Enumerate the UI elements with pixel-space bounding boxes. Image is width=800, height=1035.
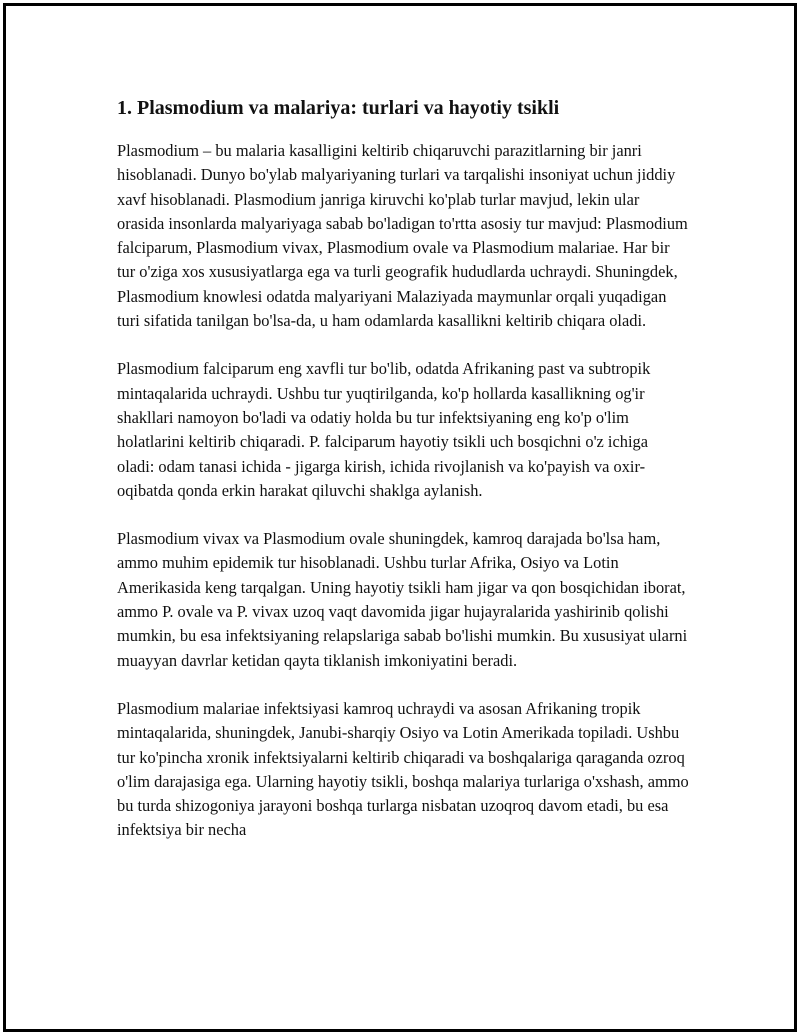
paragraph-falciparum: Plasmodium falciparum eng xavfli tur bo'lib, odatda Afrikaning past va subtropik mintaqalarida uchraydi. Ushbu tur yuqtirilganda, ko'p hollarda kasallikning og'ir shakllari namoyon bo'ladi va odatiy holda bu tur infektsiyaning eng ko'p o'lim holatlarini keltirib chiqaradi. P. falciparum hayotiy tsikli uch bosqichni o'z ichiga oladi: odam tanasi ichida - jigarga kirish, ichida rivojlanish va ko'payish va oxir-oqibatda qonda erkin harakat qiluvchi shaklga aylanish. [117, 359, 651, 500]
document-body [117, 94, 689, 867]
paragraph-plasmodium-intro: Plasmodium – bu malaria kasalligini keltirib chiqaruvchi parazitlarning bir janri hisoblanadi. Dunyo bo'ylab malyariyaning turlari va tarqalishi insoniyat uchun jiddiy xavf hisoblanadi. Plasmodium janriga kiruvchi ko'plab turlar mavjud, lekin ular orasida insonlarda malyariyaga sabab bo'ladigan to'rtta asosiy tur mavjud: Plasmodium falciparum, Plasmodium vivax, Plasmodium ovale va Plasmodium malariae. Har bir tur o'ziga xos xususiyatlarga ega va turli geografik hududlarda uchraydi. Shuningdek, Plasmodium knowlesi odatda malyariyani Malaziyada maymunlar orqali yuqadigan turi sifatida tanilgan bo'lsa-da, u ham odamlarda kasallikni keltirib chiqara oladi. [117, 141, 688, 331]
paragraph-vivax-ovale: Plasmodium vivax va Plasmodium ovale shuningdek, kamroq darajada bo'lsa ham, ammo muhim epidemik tur hisoblanadi. Ushbu turlar Afrika, Osiyo va Lotin Amerikasida keng tarqalgan. Uning hayotiy tsikli ham jigar va qon bosqichidan iborat, ammo P. ovale va P. vivax uzoq vaqt davomida jigar hujayralarida yashirinib qolishi mumkin, bu esa infektsiyaning relapslariga sabab bo'lishi mumkin. Bu xususiyat ularni muayyan davrlar ketidan qayta tiklanish imkoniyatini beradi. [117, 529, 688, 670]
paragraph-malariae: Plasmodium malariae infektsiyasi kamroq uchraydi va asosan Afrikaning tropik mintaqalarida, shuningdek, Janubi-sharqiy Osiyo va Lotin Amerikada topiladi. Ushbu tur ko'pincha xronik infektsiyalarni keltirib chiqaradi va boshqalariga qaraganda ozroq o'lim darajasiga ega. Ularning hayotiy tsikli, boshqa malariya turlariga o'xshash, ammo bu turda shizogoniya jarayoni boshqa turlarga nisbatan uzoqroq davom etadi, bu esa infektsiya bir necha [117, 698, 689, 840]
section-heading: 1. Plasmodium va malariya: turlari va hayotiy tsikli [117, 97, 560, 119]
